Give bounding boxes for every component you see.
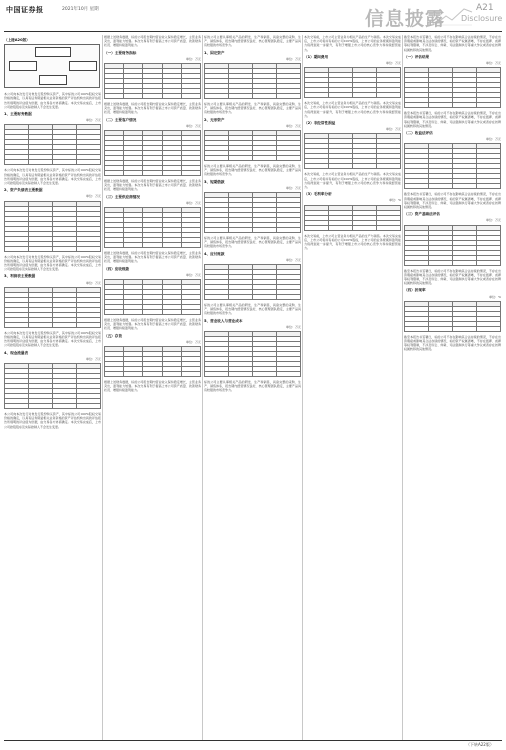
table-cell: [5, 160, 29, 165]
body-paragraph: 根据上述财务数据，标的公司报告期内营业收入保持稳定增长，主营业务突出，盈利能力较强。本次交易有利于提高上市公司资产质量、改善财务状况、增强持续盈利能力。: [104, 251, 201, 264]
table-title: 2、无形资产: [204, 117, 225, 122]
table-cell: [253, 94, 277, 99]
table-title: （三）主要供应商情况: [104, 194, 140, 199]
body-paragraph: 标的公司主要从事相关产品的研发、生产和销售，具备完整的采购、生产、销售体系，报告期内经营情况良好，核心管理团队稳定，主要产品具有较强的市场竞争力。: [204, 236, 301, 249]
diagram-box: [39, 75, 67, 85]
table-cell: [5, 322, 29, 327]
table-cell: [477, 326, 501, 331]
body-paragraph: 本公司向本次发行对象发行股份购买资产，其中标的公司100%股权交易价格的确定，以具有证券期货相关业务资格的资产评估机构出具的评估报告所载明的评估值为依据，由交易各方协商确定。本次交易完成后，上市公司控股股东及实际控制人不会发生变更。: [4, 92, 101, 109]
table-title: （四）折现率: [404, 288, 426, 293]
table-title: 5、营业收入与营业成本: [204, 318, 243, 323]
table-cell: [53, 160, 77, 165]
table-cell: [429, 103, 453, 108]
article-column: [4, 35, 101, 738]
table-cell: [305, 164, 329, 169]
table-unit: 单位：万元: [285, 56, 301, 61]
column-divider: [102, 35, 103, 740]
table-cell: [77, 160, 101, 165]
data-table: [104, 207, 201, 248]
table-cell: [143, 243, 162, 248]
table-unit: 单位：万元: [485, 218, 501, 223]
table-unit: 单位：万元: [485, 61, 501, 66]
table-cell: [124, 171, 143, 176]
table-row: [305, 164, 401, 169]
table-cell: [29, 160, 53, 165]
table-row: [405, 326, 501, 331]
data-table: [204, 63, 301, 99]
table-unit: 单位：万元: [85, 118, 101, 123]
table-cell: [253, 295, 277, 300]
table-row: [305, 225, 401, 230]
table-cell: [181, 243, 200, 248]
table-cell: [5, 246, 29, 251]
table-cell: [429, 260, 453, 265]
data-table: [104, 346, 201, 377]
table-row: [205, 372, 301, 377]
table-cell: [124, 243, 143, 248]
body-paragraph: 标的公司主要从事相关产品的研发、生产和销售，具备完整的采购、生产、销售体系，报告期内经营情况良好，核心管理团队稳定，主要产品具有较强的市场竞争力。: [204, 164, 301, 177]
table-cell: [377, 164, 401, 169]
article-column: [204, 35, 301, 738]
table-row: [5, 322, 101, 327]
table-unit: 单位：万元: [185, 339, 201, 344]
table-unit: 单位：万元: [485, 137, 501, 142]
column-divider: [202, 35, 203, 740]
body-paragraph: 标的公司主要从事相关产品的研发、生产和销售，具备完整的采购、生产、销售体系，报告期内经营情况良好，核心管理团队稳定，主要产品具有较强的市场竞争力。: [204, 380, 301, 393]
body-paragraph: 根据上述财务数据，标的公司报告期内营业收入保持稳定增长，主营业务突出，盈利能力较强。本次交易有利于提高上市公司资产质量、改善财务状况、增强持续盈利能力。: [104, 35, 201, 48]
body-paragraph: 截至本报告书签署日，标的公司不存在影响其合法存续的情况，不存在出资瑕疵或影响其合法存续的情况，标的资产权属清晰，不存在抵押、质押等权利限制，不涉及诉讼、仲裁、司法强制执行等重大争议或者存在妨碍权属转移的其他情况。: [404, 334, 501, 352]
table-title: 1、主要财务数据: [4, 112, 32, 117]
table-cell: [329, 93, 353, 98]
table-cell: [405, 260, 429, 265]
table-cell: [353, 164, 377, 169]
table-cell: [405, 326, 429, 331]
dateline: 2021年10月 星期: [62, 7, 99, 12]
table-cell: [181, 94, 200, 99]
body-paragraph: 根据上述财务数据，标的公司报告期内营业收入保持稳定增长，主营业务突出，盈利能力较强。本次交易有利于提高上市公司资产质量、改善财务状况、增强持续盈利能力。: [104, 179, 201, 192]
table-title: （一）主要财务指标: [104, 50, 137, 55]
body-paragraph: 截至本报告书签署日，标的公司不存在影响其合法存续的情况，不存在出资瑕疵或影响其合法存续的情况，标的资产权属清晰，不存在抵押、质押等权利限制，不涉及诉讼、仲裁、司法强制执行等重大争议或者存在妨碍权属转移的其他情况。: [404, 111, 501, 128]
table-cell: [477, 184, 501, 189]
table-row: [205, 94, 301, 99]
table-title: （二）收益法评估: [404, 131, 433, 136]
table-cell: [162, 372, 181, 377]
table-row: [105, 171, 201, 176]
table-unit: 单位：万元: [185, 200, 201, 205]
data-table: [104, 279, 201, 315]
table-cell: [162, 94, 181, 99]
section-title: 信息披露: [365, 8, 446, 30]
continued-label: （下转A22版）: [466, 742, 494, 747]
table-cell: [105, 171, 124, 176]
article-column: [104, 35, 201, 738]
table-cell: [477, 260, 501, 265]
table-row: [205, 295, 301, 300]
table-row: [205, 156, 301, 161]
table-cell: [229, 156, 253, 161]
newspaper-logo: 中国证券报: [6, 5, 44, 14]
body-paragraph: 根据上述财务数据，标的公司报告期内营业收入保持稳定增长，主营业务突出，盈利能力较强。本次交易有利于提高上市公司资产质量、改善财务状况、增强持续盈利能力。: [104, 318, 201, 331]
table-unit: 单位：万元: [385, 127, 401, 132]
table-row: [105, 94, 201, 99]
data-table: [304, 205, 401, 231]
table-title: 1、固定资产: [204, 50, 225, 55]
table-cell: [229, 372, 253, 377]
column-divider: [302, 35, 303, 740]
table-cell: [277, 372, 301, 377]
table-cell: [105, 94, 124, 99]
table-unit: 单位：%: [489, 294, 501, 299]
table-cell: [29, 246, 53, 251]
data-table: [304, 133, 401, 169]
table-cell: [53, 322, 77, 327]
body-paragraph: 本公司向本次发行对象发行股份购买资产，其中标的公司100%股权交易价格的确定，以具有证券期货相关业务资格的资产评估机构出具的评估报告所载明的评估值为依据，由交易各方协商确定。本次交易完成后，上市公司控股股东及实际控制人不会发生变更。: [4, 412, 101, 429]
table-cell: [53, 246, 77, 251]
table-cell: [229, 94, 253, 99]
table-title: 2、资产负债表主要数据: [4, 188, 43, 193]
table-row: [5, 160, 101, 165]
body-paragraph: 本公司向本次发行对象发行股份购买资产，其中标的公司100%股权交易价格的确定，以具有证券期货相关业务资格的资产评估机构出具的评估报告所载明的评估值为依据，由交易各方协商确定。本次交易完成后，上市公司控股股东及实际控制人不会发生变更。: [4, 254, 101, 272]
diagram-box: [9, 61, 37, 71]
table-row: [5, 404, 101, 409]
table-cell: [205, 94, 229, 99]
body-paragraph: 截至本报告书签署日，标的公司不存在影响其合法存续的情况，不存在出资瑕疵或影响其合法存续的情况，标的资产权属清晰，不存在抵押、质押等权利限制，不涉及诉讼、仲裁、司法强制执行等重大争议或者存在妨碍权属转移的其他情况。: [404, 268, 501, 286]
data-table: [404, 143, 501, 189]
data-table: [204, 264, 301, 300]
table-row: [205, 228, 301, 233]
table-row: [405, 260, 501, 265]
table-cell: [429, 184, 453, 189]
table-cell: [143, 310, 162, 315]
table-unit: 单位：万元: [85, 194, 101, 199]
table-cell: [253, 228, 277, 233]
table-unit: 单位：万元: [285, 257, 301, 262]
table-title: （3）毛利率分析: [304, 192, 332, 197]
data-table: [204, 331, 301, 377]
data-table: [304, 67, 401, 98]
table-cell: [277, 295, 301, 300]
table-cell: [353, 225, 377, 230]
table-cell: [143, 372, 162, 377]
continued-from-label: （上接A20版）: [4, 38, 30, 42]
body-paragraph: 标的公司主要从事相关产品的研发、生产和销售，具备完整的采购、生产、销售体系，报告期内经营情况良好，核心管理团队稳定，主要产品具有较强的市场竞争力。: [204, 303, 301, 316]
page-label-en: Disclosure: [461, 14, 503, 23]
column-divider: [402, 35, 403, 740]
table-title: 4、现金流量表: [4, 350, 29, 355]
table-title: （2）非经常性损益: [304, 121, 336, 126]
data-table: [404, 67, 501, 108]
data-table: [4, 287, 101, 328]
table-unit: 单位：%: [389, 198, 401, 203]
table-title: 3、短期借款: [204, 179, 225, 184]
table-cell: [105, 372, 124, 377]
table-cell: [124, 94, 143, 99]
masthead-rule: [4, 31, 502, 32]
table-row: [5, 246, 101, 251]
table-cell: [205, 228, 229, 233]
table-cell: [162, 310, 181, 315]
data-table: [204, 130, 301, 161]
table-cell: [305, 93, 329, 98]
table-cell: [105, 243, 124, 248]
table-cell: [405, 184, 429, 189]
data-table: [404, 225, 501, 266]
body-paragraph: 本次交易前，上市公司主营业务为相关产品的生产与销售。本次交易完成后，上市公司将持有标的公司100%股权，上市公司的业务规模和盈利能力将得到进一步提升，有利于增强上市公司的核心竞争力和持续经营能力。: [304, 233, 401, 251]
table-title: （一）评估结果: [404, 54, 430, 59]
body-paragraph: 截至本报告书签署日，标的公司不存在影响其合法存续的情况，不存在出资瑕疵或影响其合法存续的情况，标的资产权属清晰，不存在抵押、质押等权利限制，不涉及诉讼、仲裁、司法强制执行等重大争议或者存在妨碍权属转移的其他情况。: [404, 192, 501, 210]
page-footer: [0, 740, 506, 750]
table-row: [405, 184, 501, 189]
table-title: （二）主要客户情况: [104, 117, 137, 122]
table-title: 3、利润表主要数据: [4, 274, 36, 279]
table-cell: [77, 246, 101, 251]
table-cell: [229, 228, 253, 233]
masthead: [0, 0, 506, 30]
table-title: （五）存货: [104, 333, 122, 338]
table-title: （1）期间费用: [304, 54, 329, 59]
table-unit: 单位：万元: [85, 280, 101, 285]
table-title: （四）应收账款: [104, 266, 130, 271]
table-row: [105, 243, 201, 248]
data-table: [104, 63, 201, 99]
table-cell: [77, 322, 101, 327]
table-cell: [253, 372, 277, 377]
table-cell: [5, 404, 29, 409]
table-cell: [124, 310, 143, 315]
table-cell: [143, 171, 162, 176]
table-unit: 单位：万元: [385, 61, 401, 66]
table-cell: [477, 103, 501, 108]
body-paragraph: 标的公司主要从事相关产品的研发、生产和销售，具备完整的采购、生产、销售体系，报告期内经营情况良好，核心管理团队稳定，主要产品具有较强的市场竞争力。: [204, 102, 301, 115]
article-column: [404, 35, 501, 738]
table-cell: [29, 404, 53, 409]
body-paragraph: 本公司向本次发行对象发行股份购买资产，其中标的公司100%股权交易价格的确定，以具有证券期货相关业务资格的资产评估机构出具的评估报告所载明的评估值为依据，由交易各方协商确定。本次交易完成后，上市公司控股股东及实际控制人不会发生变更。: [4, 168, 101, 186]
table-title: 4、应付账款: [204, 251, 225, 256]
data-table: [404, 301, 501, 332]
table-row: [405, 103, 501, 108]
table-cell: [277, 156, 301, 161]
table-cell: [105, 310, 124, 315]
footer-rule: [4, 740, 502, 741]
structure-diagram: [4, 44, 100, 88]
table-unit: 单位：万元: [185, 272, 201, 277]
table-cell: [453, 184, 477, 189]
diagram-box: [69, 61, 97, 71]
body-paragraph: 本公司向本次发行对象发行股份购买资产，其中标的公司100%股权交易价格的确定，以具有证券期货相关业务资格的资产评估机构出具的评估报告所载明的评估值为依据，由交易各方协商确定。本次交易完成后，上市公司控股股东及实际控制人不会发生变更。: [4, 330, 101, 348]
table-cell: [29, 322, 53, 327]
table-cell: [162, 171, 181, 176]
table-cell: [429, 326, 453, 331]
table-cell: [329, 225, 353, 230]
body-paragraph: 根据上述财务数据，标的公司报告期内营业收入保持稳定增长，主营业务突出，盈利能力较强。本次交易有利于提高上市公司资产质量、改善财务状况、增强持续盈利能力。: [104, 102, 201, 115]
table-row: [105, 310, 201, 315]
table-cell: [277, 228, 301, 233]
table-unit: 单位：万元: [185, 123, 201, 128]
data-table: [204, 192, 301, 233]
data-table: [4, 124, 101, 165]
table-cell: [277, 94, 301, 99]
article-column: [304, 35, 401, 738]
table-cell: [205, 156, 229, 161]
table-row: [305, 93, 401, 98]
table-cell: [453, 326, 477, 331]
table-title: （三）资产基础法评估: [404, 212, 440, 217]
table-cell: [229, 295, 253, 300]
diagram-box: [35, 47, 71, 57]
page-number: A21: [476, 3, 494, 13]
body-paragraph: 本次交易前，上市公司主营业务为相关产品的生产与销售。本次交易完成后，上市公司将持有标的公司100%股权，上市公司的业务规模和盈利能力将得到进一步提升，有利于增强上市公司的核心竞争力和持续经营能力。: [304, 101, 401, 118]
table-cell: [181, 310, 200, 315]
table-cell: [162, 243, 181, 248]
table-cell: [329, 164, 353, 169]
table-unit: 单位：万元: [185, 56, 201, 61]
table-cell: [143, 94, 162, 99]
body-paragraph: 本次交易前，上市公司主营业务为相关产品的生产与销售。本次交易完成后，上市公司将持有标的公司100%股权，上市公司的业务规模和盈利能力将得到进一步提升，有利于增强上市公司的核心竞争力和持续经营能力。: [304, 172, 401, 190]
table-cell: [453, 260, 477, 265]
body-paragraph: 标的公司主要从事相关产品的研发、生产和销售，具备完整的采购、生产、销售体系，报告期内经营情况良好，核心管理团队稳定，主要产品具有较强的市场竞争力。: [204, 35, 301, 48]
table-cell: [353, 93, 377, 98]
table-cell: [181, 171, 200, 176]
table-cell: [124, 372, 143, 377]
table-unit: 单位：万元: [285, 123, 301, 128]
table-cell: [377, 93, 401, 98]
table-cell: [253, 156, 277, 161]
table-cell: [377, 225, 401, 230]
table-cell: [205, 295, 229, 300]
table-unit: 单位：万元: [85, 356, 101, 361]
body-paragraph: 根据上述财务数据，标的公司报告期内营业收入保持稳定增长，主营业务突出，盈利能力较强。本次交易有利于提高上市公司资产质量、改善财务状况、增强持续盈利能力。: [104, 380, 201, 393]
table-cell: [453, 103, 477, 108]
body-paragraph: 截至本报告书签署日，标的公司不存在影响其合法存续的情况，不存在出资瑕疵或影响其合法存续的情况，标的资产权属清晰，不存在抵押、质押等权利限制，不涉及诉讼、仲裁、司法强制执行等重大争议或者存在妨碍权属转移的其他情况。: [404, 35, 501, 52]
body-paragraph: 本次交易前，上市公司主营业务为相关产品的生产与销售。本次交易完成后，上市公司将持有标的公司100%股权，上市公司的业务规模和盈利能力将得到进一步提升，有利于增强上市公司的核心竞争力和持续经营能力。: [304, 35, 401, 52]
table-row: [105, 372, 201, 377]
data-table: [4, 201, 101, 252]
table-unit: 单位：万元: [285, 185, 301, 190]
table-cell: [53, 404, 77, 409]
data-table: [104, 130, 201, 176]
table-cell: [77, 404, 101, 409]
table-cell: [181, 372, 200, 377]
data-table: [4, 363, 101, 409]
table-cell: [405, 103, 429, 108]
table-cell: [205, 372, 229, 377]
table-cell: [305, 225, 329, 230]
table-unit: 单位：万元: [285, 324, 301, 329]
